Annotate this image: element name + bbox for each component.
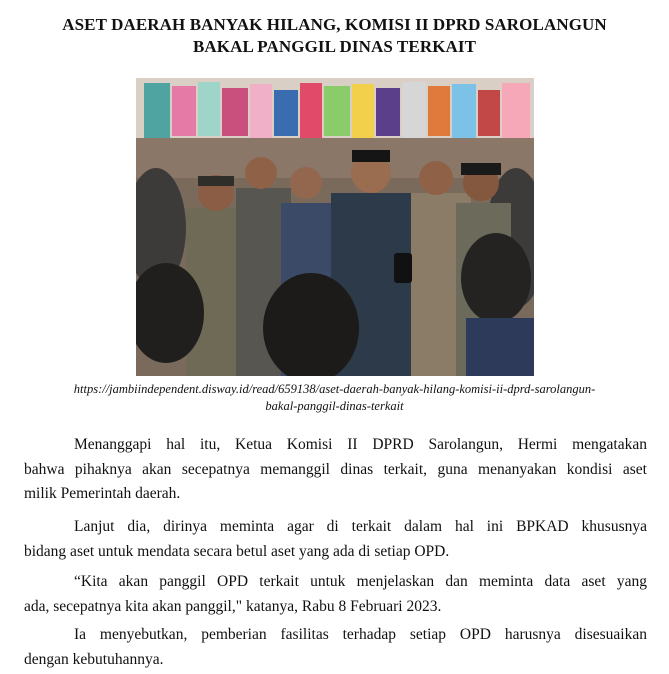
paragraph-1 — [24, 433, 647, 507]
article-title — [20, 14, 649, 58]
caption-line-1: https://jambiindependent.disway.id/read/659138/aset-daerah-banyak-hilang-komisi-ii-dprd-sarolangun- — [73, 382, 596, 396]
paragraph-3 — [24, 570, 647, 619]
paragraph-line: milik Pemerintah daerah. — [24, 485, 181, 502]
paragraph-line: bidang aset untuk mendata secara betul aset yang ada di setiap OPD. — [24, 542, 450, 560]
title-line-2: BAKAL PANGGIL DINAS TERKAIT — [192, 37, 477, 56]
paragraph-line: bahwa pihaknya akan secepatnya memanggil dinas terkait, guna menanyakan kondisi aset — [24, 460, 647, 478]
news-photo — [136, 78, 534, 376]
paragraph-line: Ia menyebutkan, pemberian fasilitas terhadap setiap OPD harusnya disesuaikan — [74, 626, 647, 643]
paragraph-line: “Kita akan panggil OPD terkait untuk menjelaskan dan meminta data aset yang — [74, 573, 647, 590]
caption-line-2: bakal-panggil-dinas-terkait — [265, 399, 404, 413]
title-line-1: ASET DAERAH BANYAK HILANG, KOMISI II DPRD SAROLANGUN — [62, 15, 607, 34]
paragraph-line: ada, secepatnya kita akan panggil," katanya, Rabu 8 Februari 2023. — [24, 597, 442, 615]
photo-caption — [20, 381, 649, 415]
paragraph-4 — [24, 623, 647, 672]
paragraph-2 — [24, 515, 647, 564]
paragraph-line: Menanggapi hal itu, Ketua Komisi II DPRD Sarolangun, Hermi mengatakan — [74, 436, 647, 453]
paragraph-line: dengan kebutuhannya. — [24, 650, 164, 668]
paragraph-line: Lanjut dia, dirinya meminta agar di terkait dalam hal ini BPKAD khususnya — [74, 518, 647, 535]
